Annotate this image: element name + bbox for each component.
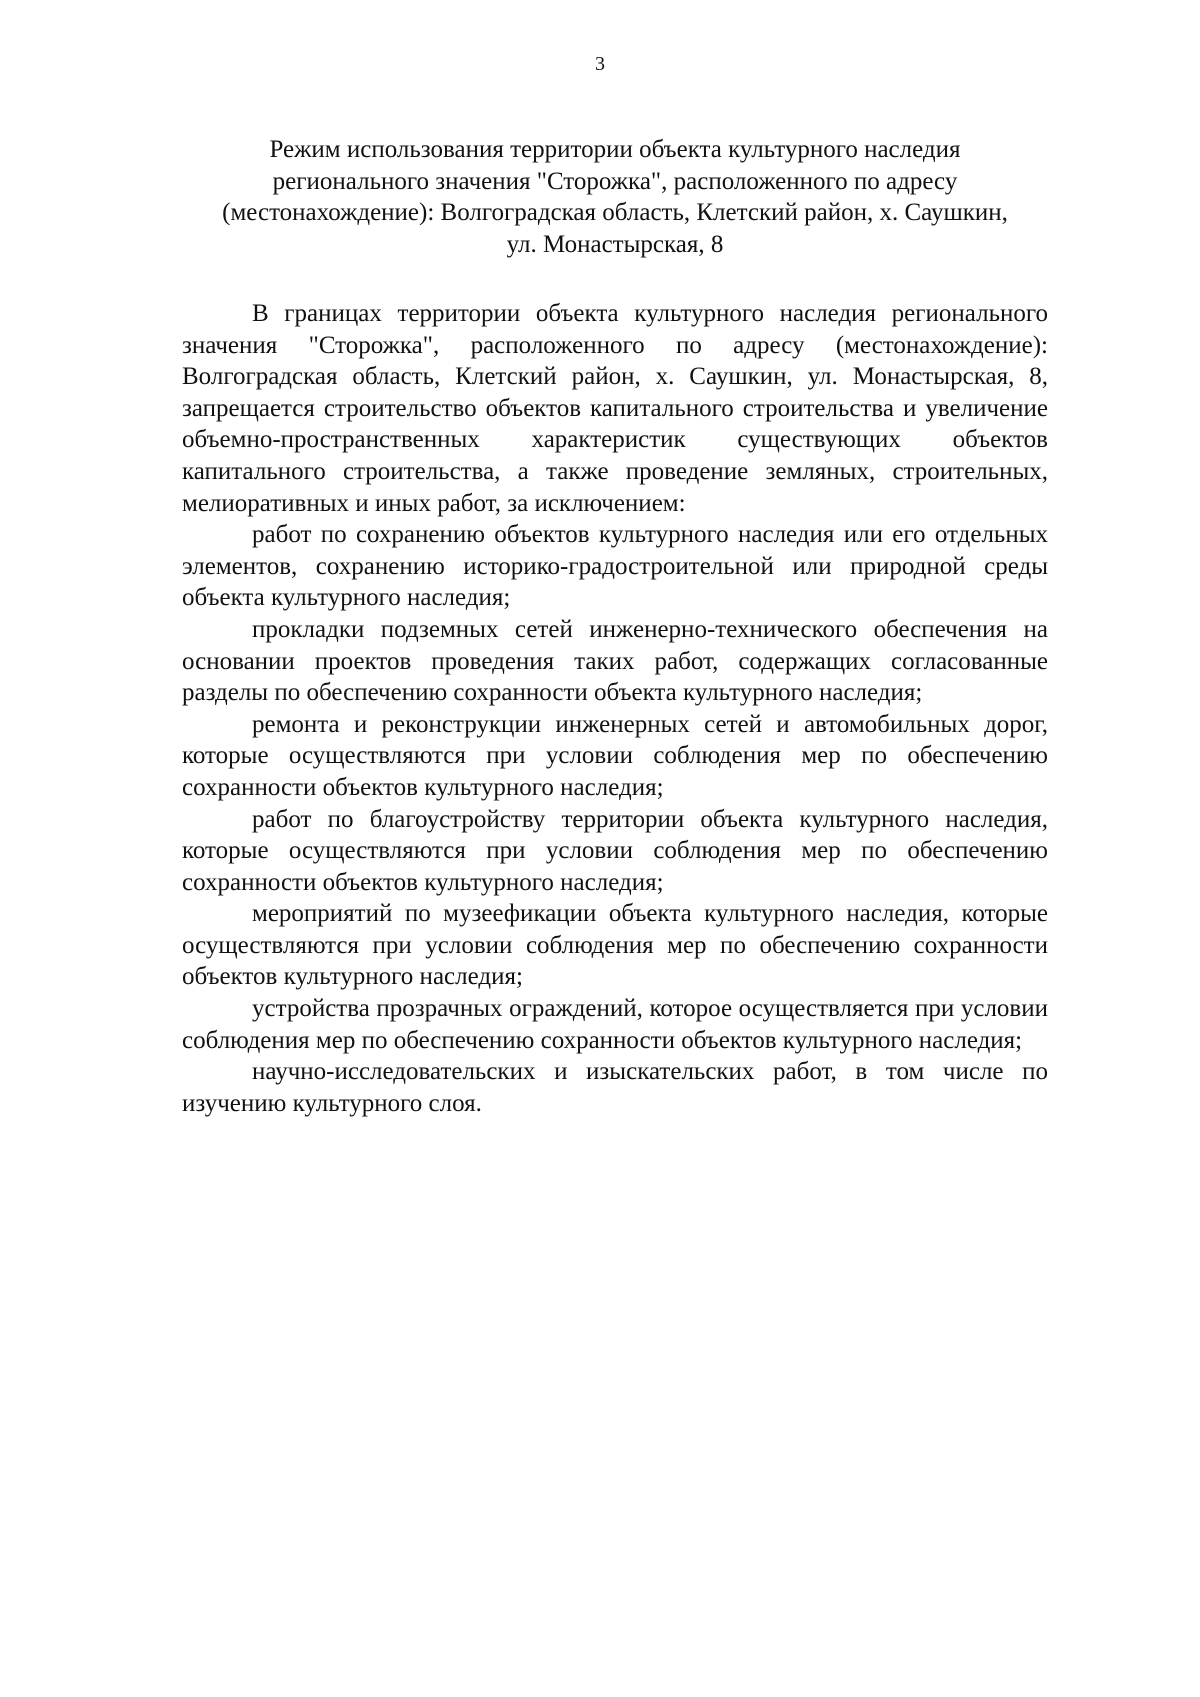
exception-item: прокладки подземных сетей инженерно-технического обеспечения на основании проектов проведения таких работ, содержащих согласованные разделы по обеспечению сохранности объекта культурного наследия; [182, 615, 1048, 707]
document-title [185, 134, 1045, 260]
title-line: (местонахождение): Волгоградская область, Клетский район, х. Саушкин, [222, 199, 1008, 226]
exception-item: научно-исследовательских и изыскательских работ, в том числе по изучению культурного слоя. [182, 1058, 1048, 1117]
title-line: ул. Монастырская, 8 [506, 230, 724, 258]
document-body [182, 298, 1048, 1119]
exception-item: работ по благоустройству территории объекта культурного наследия, которые осуществляются при условии соблюдения мер по обеспечению сохранности объектов культурного наследия; [182, 805, 1048, 896]
title-line: Режим использования территории объекта культурного наследия [269, 136, 961, 163]
exception-item: ремонта и реконструкции инженерных сетей и автомобильных дорог, которые осуществляются при условии соблюдения мер по обеспечению сохранности объектов культурного наследия; [182, 710, 1048, 801]
title-line: регионального значения "Сторожка", расположенного по адресу [272, 167, 958, 195]
intro-paragraph: В границах территории объекта культурного наследия регионального значения "Сторожка", расположенного по адресу (местонахождение): Волгоградская область, Клетский район, х. Саушкин, ул. Монастырская, 8, запрещается строительство объектов капитального строительства и увеличение объемно-пространственных характеристик существующих объектов капитального строительства, а также проведение земляных, строительных, мелиоративных и иных работ, за исключением: [182, 300, 1048, 517]
page-number: 3 [595, 53, 605, 75]
exception-item: работ по сохранению объектов культурного наследия или его отдельных элементов, сохранению историко-градостроительной или природной среды объекта культурного наследия; [182, 521, 1048, 612]
exception-item: устройства прозрачных ограждений, которое осуществляется при условии соблюдения мер по обеспечению сохранности объектов культурного наследия; [182, 995, 1048, 1054]
exception-item: мероприятий по музеефикации объекта культурного наследия, которые осуществляются при условии соблюдения мер по обеспечению сохранности объектов культурного наследия; [182, 900, 1048, 991]
